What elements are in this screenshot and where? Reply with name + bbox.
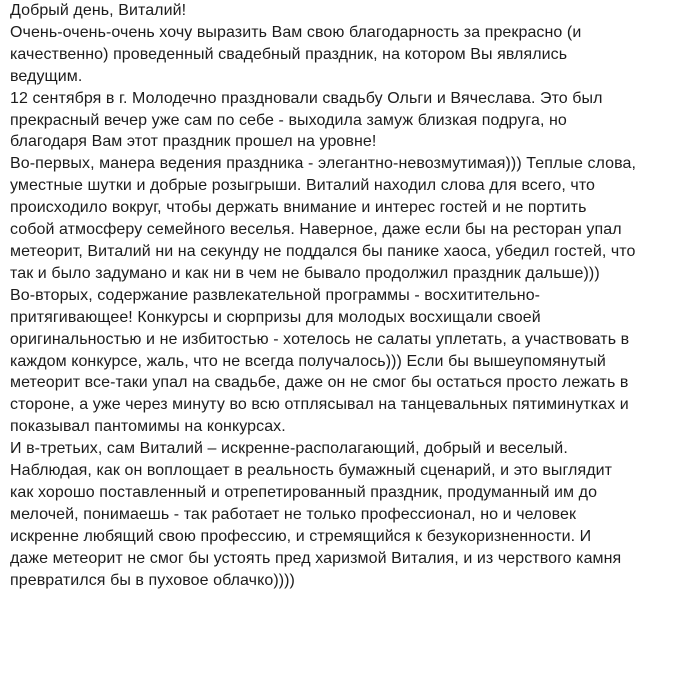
text-line: притягивающее! Конкурсы и сюрпризы для молодых восхищали своей <box>10 308 541 326</box>
text-line: уместные шутки и добрые розыгрыши. Виталий находил слова для всего, что <box>10 177 596 195</box>
text-line: благодаря Вам этот праздник прошел на уровне! <box>10 133 377 151</box>
text-line: Во-первых, манера ведения праздника - элегантно-невозмутимая))) Теплые слова, <box>10 155 637 173</box>
text-line-greeting: Добрый день, Виталий! <box>10 2 187 19</box>
text-line: Очень-очень-очень хочу выразить Вам свою благодарность за прекрасно (и <box>10 23 582 41</box>
text-line: качественно) проведенный свадебный праздник, на котором Вы являлись <box>10 45 568 63</box>
text-line: как хорошо поставленный и отрепетированный праздник, продуманный им до <box>10 483 598 501</box>
text-line: собой атмосферу семейного веселья. Наверное, даже если бы на ресторан упал <box>10 221 622 239</box>
text-line: Наблюдая, как он воплощает в реальность бумажный сценарий, и это выглядит <box>10 462 613 480</box>
text-line: ведущим. <box>10 67 83 85</box>
text-line: превратился бы в пуховое облачко)))) <box>10 571 295 589</box>
text-line: метеорит, Виталий ни на секунду не поддался бы панике хаоса, убедил гостей, что <box>10 242 636 260</box>
text-line: оригинальностью и не избитостью - хотелось не салаты уплетать, а участвовать в <box>10 330 630 348</box>
text-line: прекрасный вечер уже сам по себе - выходила замуж близкая подруга, но <box>10 111 567 129</box>
text-line: даже метеорит не смог бы устоять пред харизмой Виталия, и из черствого камня <box>10 549 622 567</box>
review-text <box>10 0 697 591</box>
text-line: мелочей, понимаешь - так работает не только профессионал, но и человек <box>10 505 577 523</box>
text-line: Во-вторых, содержание развлекательной программы - восхитительно- <box>10 286 541 304</box>
text-line: каждом конкурсе, жаль, что не всегда получалось))) Если бы вышеупомянутый <box>10 352 606 370</box>
text-line: метеорит все-таки упал на свадьбе, даже он не смог бы остаться просто лежать в <box>10 374 629 392</box>
text-line: показывал пантомимы на конкурсах. <box>10 418 286 436</box>
text-line: происходило вокруг, чтобы держать внимание и интерес гостей и не портить <box>10 199 587 217</box>
text-line: искренне любящий свою профессию, и стремящийся к безукоризненности. И <box>10 527 592 545</box>
text-line: И в-третьих, сам Виталий – искренне-располагающий, добрый и веселый. <box>10 440 568 458</box>
text-line: так и было задумано и как ни в чем не бывало продолжил праздник дальше))) <box>10 264 600 282</box>
text-line: стороне, а уже через минуту во всю отплясывал на танцевальных пятиминутках и <box>10 396 629 414</box>
text-line: 12 сентября в г. Молодечно праздновали свадьбу Ольги и Вячеслава. Это был <box>10 89 603 107</box>
